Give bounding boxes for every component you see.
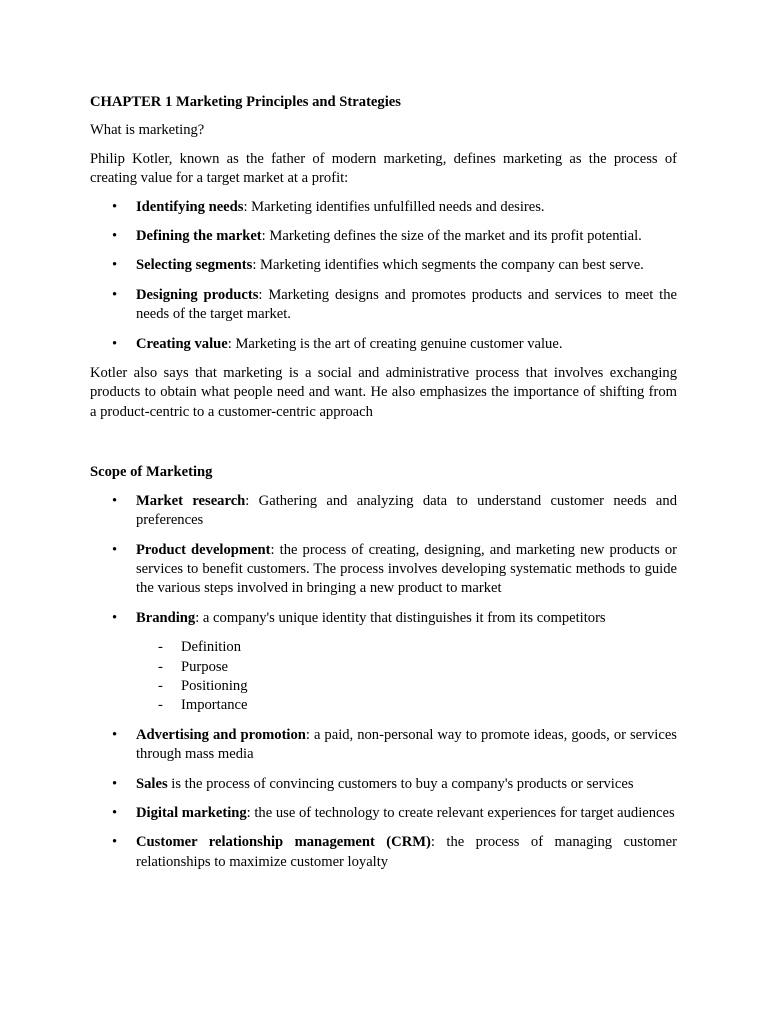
sub-list-item — [90, 658, 677, 677]
item-desc: : the process of managing customer relationships to maximize customer loyalty — [136, 834, 677, 870]
scope-list-continued — [90, 726, 677, 872]
bullet-icon: • — [112, 257, 118, 274]
item-term: Market research — [136, 492, 246, 509]
bullet-icon: • — [112, 541, 118, 558]
list-item — [90, 609, 677, 628]
bullet-icon: • — [112, 609, 118, 626]
item-desc: : a paid, non-personal way to promote ideas, goods, or services through mass media — [136, 726, 677, 763]
item-term: Identifying needs — [136, 198, 244, 215]
item-term: Branding — [136, 609, 196, 626]
item-desc: : the process of creating, designing, and marketing new products or services to benefit customers. The process involves developing systematic methods to guide the various steps involved in bringing a new product to market — [136, 541, 677, 597]
bullet-icon: • — [112, 335, 118, 352]
kotler-paragraph: Kotler also says that marketing is a social and administrative process that involves exchanging products to obtain what people need and want. He also emphasizes the importance of shifting from a product-centric to a customer-centric approach — [90, 365, 677, 420]
list-item — [90, 541, 677, 599]
list-item — [90, 286, 677, 325]
sub-item-text: Importance — [181, 697, 248, 714]
bullet-icon: • — [112, 834, 118, 851]
sub-item-text: Purpose — [181, 658, 229, 675]
bullet-icon: • — [112, 228, 118, 245]
item-term: Customer relationship management (CRM) — [136, 834, 431, 851]
bullet-icon: • — [112, 286, 118, 303]
document-page — [90, 93, 677, 882]
item-desc: : Marketing is the art of creating genuine customer value. — [227, 335, 563, 352]
dash-icon: - — [158, 677, 163, 694]
list-item — [90, 775, 677, 794]
list-item — [90, 804, 677, 823]
item-term: Defining the market — [136, 228, 262, 245]
item-term: Designing products — [136, 286, 259, 303]
item-term: Digital marketing — [136, 804, 247, 821]
item-desc: : Marketing identifies unfulfilled needs and desires. — [243, 198, 545, 215]
branding-sublist — [90, 638, 677, 716]
sub-item-text: Positioning — [181, 677, 248, 694]
item-term: Sales — [136, 775, 168, 792]
dash-icon: - — [158, 697, 163, 714]
item-desc: : a company's unique identity that distinguishes it from its competitors — [195, 609, 606, 626]
scope-title: Scope of Marketing — [90, 464, 213, 481]
item-desc: : Marketing defines the size of the market and its profit potential. — [261, 228, 642, 245]
item-desc: : Marketing identifies which segments the company can best serve. — [252, 257, 644, 274]
definition-list — [90, 198, 677, 354]
scope-list — [90, 492, 677, 628]
sub-list-item — [90, 677, 677, 696]
bullet-icon: • — [112, 804, 118, 821]
item-desc: is the process of convincing customers to buy a company's products or services — [167, 775, 634, 792]
bullet-icon: • — [112, 198, 118, 215]
item-term: Selecting segments — [136, 257, 253, 274]
list-item — [90, 198, 677, 217]
bullet-icon: • — [112, 492, 118, 509]
section-spacer — [90, 431, 677, 463]
list-item — [90, 726, 677, 765]
dash-icon: - — [158, 639, 163, 656]
bullet-icon: • — [112, 726, 118, 743]
question-line: What is marketing? — [90, 122, 205, 139]
sub-list-item — [90, 638, 677, 657]
list-item — [90, 833, 677, 872]
chapter-title: CHAPTER 1 Marketing Principles and Strategies — [90, 94, 401, 110]
sub-list-item — [90, 696, 677, 715]
item-desc: : Gathering and analyzing data to understand customer needs and preferences — [136, 492, 677, 529]
item-term: Product development — [136, 541, 271, 558]
intro-paragraph: Philip Kotler, known as the father of modern marketing, defines marketing as the process of creating value for a target market at a profit: — [90, 150, 677, 187]
list-item — [90, 492, 677, 531]
item-desc: : the use of technology to create relevant experiences for target audiences — [246, 804, 675, 821]
sub-item-text: Definition — [181, 639, 241, 656]
bullet-icon: • — [112, 775, 118, 792]
list-item — [90, 256, 677, 275]
dash-icon: - — [158, 658, 163, 675]
item-desc: : Marketing designs and promotes products and services to meet the needs of the target market. — [136, 286, 678, 323]
item-term: Advertising and promotion — [136, 726, 306, 743]
item-term: Creating value — [136, 335, 228, 352]
list-item — [90, 227, 677, 246]
list-item — [90, 335, 677, 354]
